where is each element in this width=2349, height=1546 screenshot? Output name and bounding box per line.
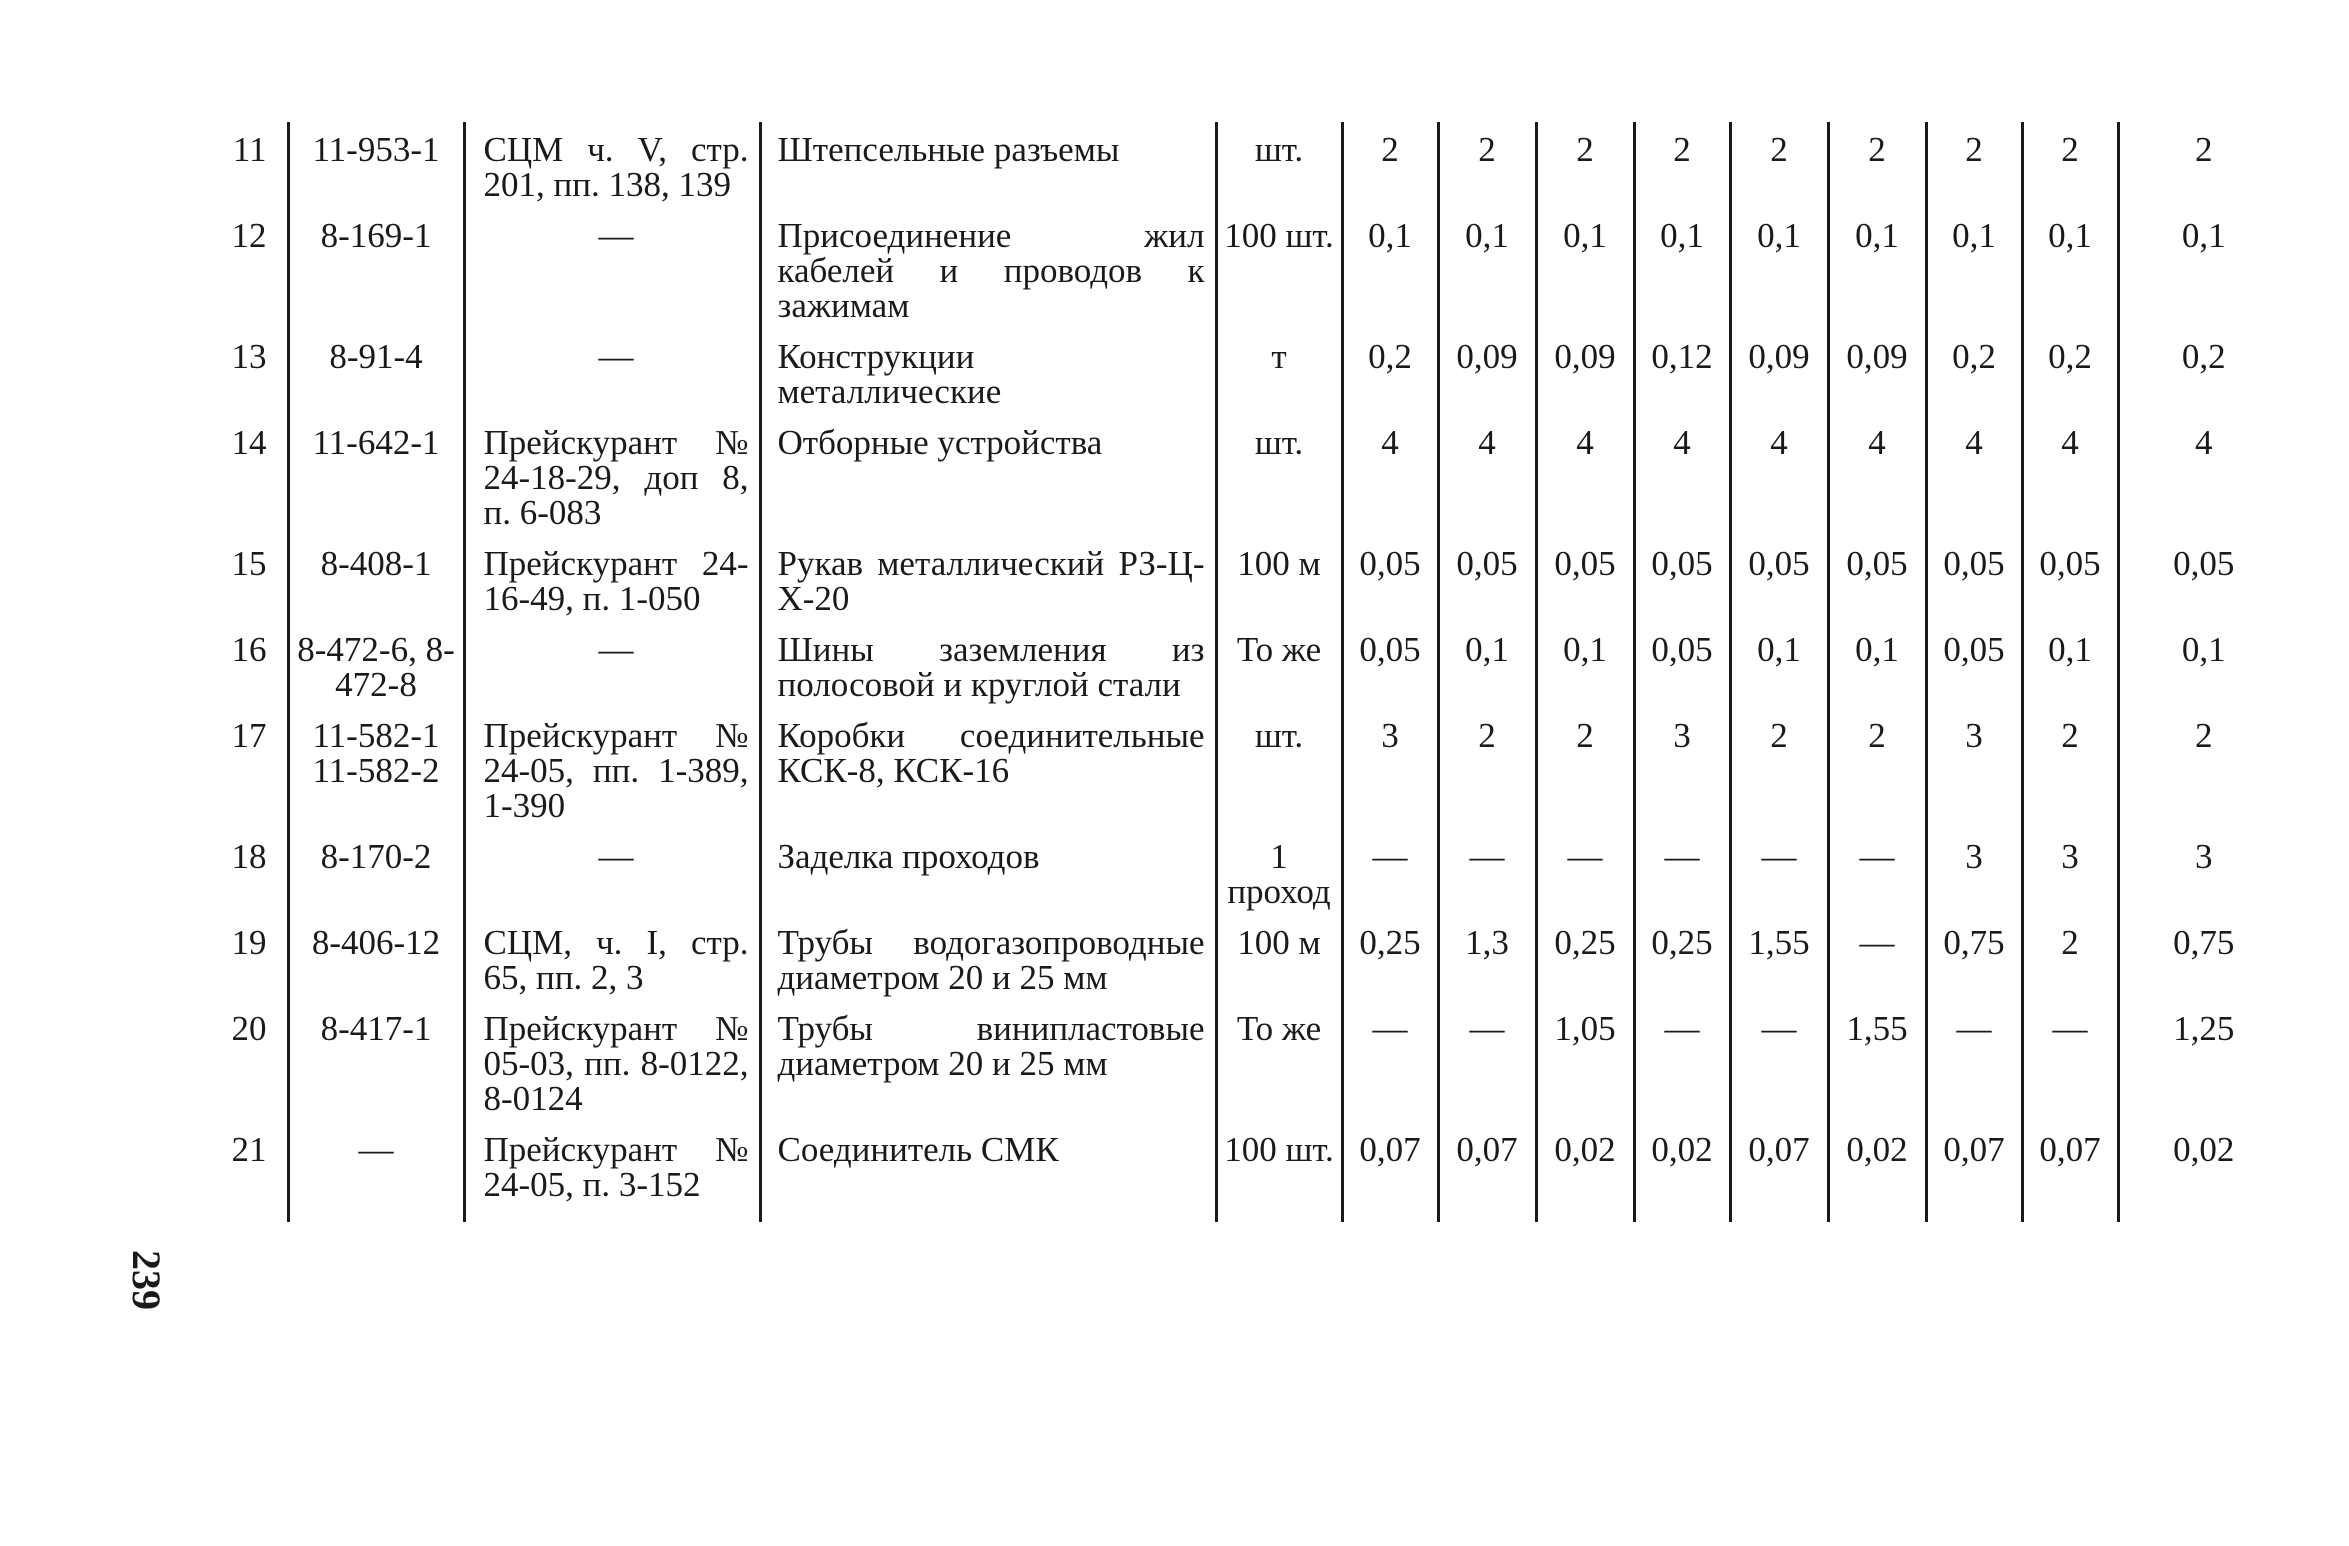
quantity-cell: 0,25 — [1536, 915, 1634, 1001]
quantity-cell: 0,02 — [1634, 1122, 1730, 1222]
quantity-cell: 0,1 — [1634, 208, 1730, 329]
quantity-cell: 4 — [2022, 415, 2118, 536]
row-number: 17 — [231, 716, 267, 755]
norm-code: 8-91-4 — [288, 329, 464, 415]
quantity-cell: — — [1828, 915, 1926, 1001]
quantity-cell: 0,25 — [1634, 915, 1730, 1001]
quantity-cell: 0,05 — [1926, 622, 2022, 708]
table-row — [208, 708, 2288, 829]
quantity-cell: — — [1730, 1001, 1828, 1122]
unit-of-measure: 100 шт. — [1216, 208, 1342, 329]
quantity-cell: 0,2 — [2022, 329, 2118, 415]
norm-code: 8-472-6, 8-472-8 — [288, 622, 464, 708]
norm-code: 8-408-1 — [288, 536, 464, 622]
quantity-cell: 2 — [2022, 122, 2118, 208]
unit-of-measure: 100 шт. — [1216, 1122, 1342, 1222]
quantity-cell: 3 — [1926, 708, 2022, 829]
quantity-cell: — — [1634, 829, 1730, 915]
quantity-cell: 0,09 — [1730, 329, 1828, 415]
quantity-cell: 2 — [1438, 122, 1536, 208]
quantity-cell: 4 — [1730, 415, 1828, 536]
quantity-cell: 0,05 — [1828, 536, 1926, 622]
row-number: 13 — [231, 337, 267, 376]
unit-of-measure: шт. — [1216, 415, 1342, 536]
quantity-cell: 0,05 — [1926, 536, 2022, 622]
quantity-cell: 2 — [1926, 122, 2022, 208]
quantity-cell: 0,1 — [1536, 622, 1634, 708]
quantity-cell: 0,02 — [1828, 1122, 1926, 1222]
quantity-cell: 2 — [1438, 708, 1536, 829]
unit-of-measure: 100 м — [1216, 536, 1342, 622]
price-source: СЦМ ч. V, стр. 201, пп. 138, 139 — [464, 122, 760, 208]
quantity-cell: 0,05 — [2118, 536, 2288, 622]
quantity-cell: 0,1 — [1926, 208, 2022, 329]
quantity-cell: 2 — [1730, 708, 1828, 829]
table-row — [208, 1122, 2288, 1222]
item-name: Присоединение жил кабелей и проводов к зажимам — [760, 208, 1216, 329]
quantity-cell: 3 — [1634, 708, 1730, 829]
quantity-cell: 0,05 — [1438, 536, 1536, 622]
quantity-cell: 0,07 — [1926, 1122, 2022, 1222]
row-number: 12 — [231, 216, 267, 255]
price-source: СЦМ, ч. I, стр. 65, пп. 2, 3 — [464, 915, 760, 1001]
price-source: Прейскурант № 24-18-29, доп 8, п. 6-083 — [464, 415, 760, 536]
quantity-cell: 0,1 — [1536, 208, 1634, 329]
unit-of-measure: 100 м — [1216, 915, 1342, 1001]
quantity-cell: 2 — [1634, 122, 1730, 208]
quantity-cell: 0,25 — [1342, 915, 1438, 1001]
quantity-cell: 0,1 — [1438, 622, 1536, 708]
price-source: Прейскурант № 24-05, пп. 1-389, 1-390 — [464, 708, 760, 829]
quantity-cell: 0,1 — [1730, 208, 1828, 329]
quantity-cell: 1,3 — [1438, 915, 1536, 1001]
item-name: Соединитель СМК — [760, 1122, 1216, 1222]
quantity-cell: 1,55 — [1730, 915, 1828, 1001]
norm-code: 8-417-1 — [288, 1001, 464, 1122]
row-number: 21 — [231, 1130, 267, 1169]
quantity-cell: — — [1730, 829, 1828, 915]
quantity-cell: — — [1828, 829, 1926, 915]
quantity-cell: 0,75 — [1926, 915, 2022, 1001]
quantity-cell: 4 — [1828, 415, 1926, 536]
norm-code: 11-953-1 — [288, 122, 464, 208]
quantity-cell: 0,05 — [1342, 622, 1438, 708]
quantity-cell: 0,1 — [1342, 208, 1438, 329]
norm-code: 11-642-1 — [288, 415, 464, 536]
item-name: Рукав металлический РЗ-Ц-Х-20 — [760, 536, 1216, 622]
specification-table — [208, 122, 2288, 1222]
quantity-cell: 0,1 — [1438, 208, 1536, 329]
quantity-cell: 0,75 — [2118, 915, 2288, 1001]
quantity-cell: — — [2022, 1001, 2118, 1122]
quantity-cell: 0,02 — [2118, 1122, 2288, 1222]
row-number: 16 — [231, 630, 267, 669]
table-row — [208, 915, 2288, 1001]
price-source: Прейскурант 24-16-49, п. 1-050 — [464, 536, 760, 622]
quantity-cell: 1,25 — [2118, 1001, 2288, 1122]
table-row — [208, 622, 2288, 708]
unit-of-measure: То же — [1216, 1001, 1342, 1122]
unit-of-measure: 1 проход — [1216, 829, 1342, 915]
quantity-cell: 0,09 — [1536, 329, 1634, 415]
quantity-cell: 3 — [1926, 829, 2022, 915]
quantity-cell: 0,09 — [1438, 329, 1536, 415]
quantity-cell: 2 — [1536, 708, 1634, 829]
quantity-cell: 2 — [2022, 708, 2118, 829]
quantity-cell: 2 — [2118, 122, 2288, 208]
unit-of-measure: То же — [1216, 622, 1342, 708]
unit-of-measure: шт. — [1216, 708, 1342, 829]
norm-code: — — [288, 1122, 464, 1222]
table-row — [208, 415, 2288, 536]
quantity-cell: 0,05 — [1634, 622, 1730, 708]
quantity-cell: 0,2 — [1342, 329, 1438, 415]
row-number: 14 — [231, 423, 267, 462]
quantity-cell: 0,05 — [1634, 536, 1730, 622]
item-name: Трубы водогазопроводные диаметром 20 и 25 мм — [760, 915, 1216, 1001]
quantity-cell: 4 — [1926, 415, 2022, 536]
price-source: — — [464, 829, 760, 915]
quantity-cell: 1,55 — [1828, 1001, 1926, 1122]
table-row — [208, 208, 2288, 329]
row-number: 18 — [231, 837, 267, 876]
quantity-cell: 2 — [1730, 122, 1828, 208]
quantity-cell: 0,07 — [1730, 1122, 1828, 1222]
quantity-cell: 0,09 — [1828, 329, 1926, 415]
quantity-cell: 2 — [1828, 708, 1926, 829]
quantity-cell: 4 — [1634, 415, 1730, 536]
table-row — [208, 1001, 2288, 1122]
norm-code: 8-406-12 — [288, 915, 464, 1001]
table-row — [208, 122, 2288, 208]
item-name: Штепсельные разъемы — [760, 122, 1216, 208]
quantity-cell: 0,05 — [2022, 536, 2118, 622]
quantity-cell: 0,1 — [2022, 208, 2118, 329]
quantity-cell: 0,07 — [2022, 1122, 2118, 1222]
row-number: 19 — [231, 923, 267, 962]
quantity-cell: 0,1 — [2118, 622, 2288, 708]
quantity-cell: 1,05 — [1536, 1001, 1634, 1122]
quantity-cell: 2 — [1342, 122, 1438, 208]
quantity-cell: 2 — [2118, 708, 2288, 829]
quantity-cell: 2 — [1828, 122, 1926, 208]
table-row — [208, 829, 2288, 915]
table-row — [208, 329, 2288, 415]
quantity-cell: 0,1 — [1828, 208, 1926, 329]
price-source: — — [464, 622, 760, 708]
quantity-cell: 0,1 — [1828, 622, 1926, 708]
quantity-cell: 4 — [1438, 415, 1536, 536]
quantity-cell: 0,05 — [1730, 536, 1828, 622]
quantity-cell: 3 — [1342, 708, 1438, 829]
quantity-cell: — — [1342, 1001, 1438, 1122]
norm-code: 8-170-2 — [288, 829, 464, 915]
quantity-cell: — — [1438, 829, 1536, 915]
quantity-cell: 0,1 — [2118, 208, 2288, 329]
quantity-cell: 0,1 — [2022, 622, 2118, 708]
price-source: — — [464, 208, 760, 329]
quantity-cell: 0,2 — [2118, 329, 2288, 415]
quantity-cell: 0,07 — [1438, 1122, 1536, 1222]
quantity-cell: 0,05 — [1342, 536, 1438, 622]
price-source: Прейскурант № 24-05, п. 3-152 — [464, 1122, 760, 1222]
norm-code: 8-169-1 — [288, 208, 464, 329]
quantity-cell: — — [1536, 829, 1634, 915]
row-number: 15 — [231, 544, 267, 583]
table-row — [208, 536, 2288, 622]
quantity-cell: 2 — [1536, 122, 1634, 208]
unit-of-measure: шт. — [1216, 122, 1342, 208]
table-body — [208, 122, 2288, 1222]
quantity-cell: — — [1926, 1001, 2022, 1122]
item-name: Трубы винипластовые диаметром 20 и 25 мм — [760, 1001, 1216, 1122]
quantity-cell: 0,12 — [1634, 329, 1730, 415]
quantity-cell: 3 — [2022, 829, 2118, 915]
quantity-cell: 0,07 — [1342, 1122, 1438, 1222]
price-source: — — [464, 329, 760, 415]
row-number: 11 — [232, 130, 267, 169]
item-name: Коробки соединительные КСК-8, КСК-16 — [760, 708, 1216, 829]
quantity-cell: 2 — [2022, 915, 2118, 1001]
norm-code: 11-582-1 11-582-2 — [288, 708, 464, 829]
quantity-cell: 4 — [1536, 415, 1634, 536]
item-name: Конструкции металлические — [760, 329, 1216, 415]
quantity-cell: — — [1438, 1001, 1536, 1122]
item-name: Заделка проходов — [760, 829, 1216, 915]
quantity-cell: — — [1634, 1001, 1730, 1122]
quantity-cell: 0,2 — [1926, 329, 2022, 415]
quantity-cell: 3 — [2118, 829, 2288, 915]
quantity-cell: 0,05 — [1536, 536, 1634, 622]
quantity-cell: 4 — [1342, 415, 1438, 536]
item-name: Шины заземления из полосовой и круглой стали — [760, 622, 1216, 708]
row-number: 20 — [231, 1009, 267, 1048]
unit-of-measure: т — [1216, 329, 1342, 415]
quantity-cell: 0,02 — [1536, 1122, 1634, 1222]
page-number: 239 — [124, 1250, 169, 1310]
quantity-cell: 4 — [2118, 415, 2288, 536]
quantity-cell: — — [1342, 829, 1438, 915]
quantity-cell: 0,1 — [1730, 622, 1828, 708]
item-name: Отборные устройства — [760, 415, 1216, 536]
price-source: Прейскурант № 05-03, пп. 8-0122, 8-0124 — [464, 1001, 760, 1122]
